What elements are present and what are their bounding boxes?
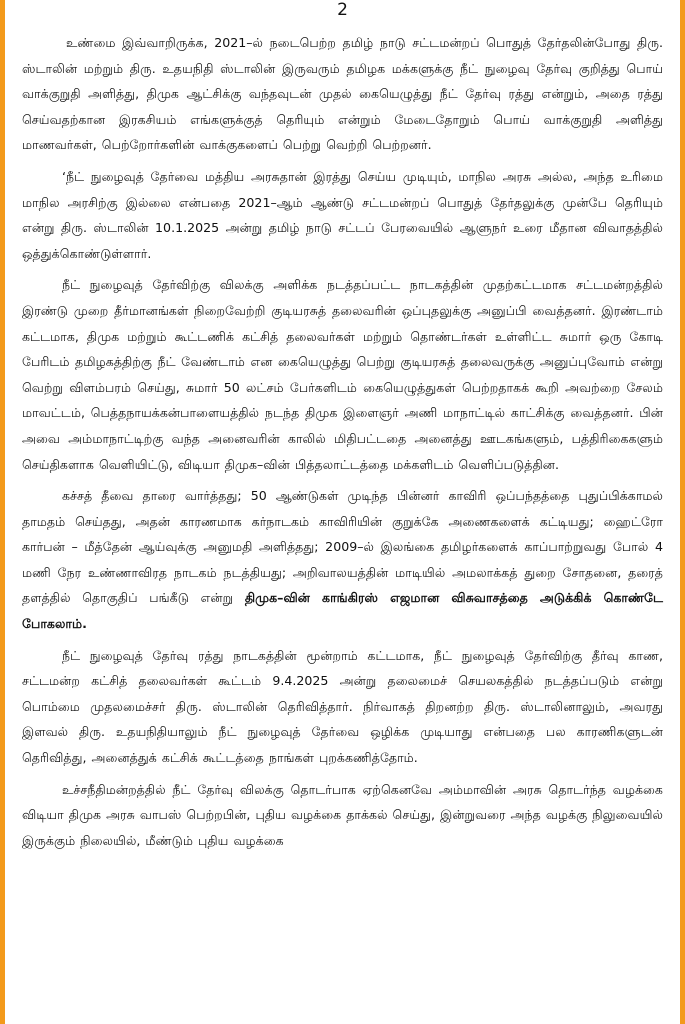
document-page [22, 0, 663, 1024]
paragraph-3: நீட் நுழைவுத் தேர்விற்கு விலக்கு அளிக்க நடத்தப்பட்ட நாடகத்தின் முதற்கட்டமாக சட்டமன்றத்தில் இரண்டு முறை தீர்மானங்கள் நிறைவேற்றி குடியரசுத் தலைவரின் ஒப்புதலுக்கு அனுப்பி வைத்தனர். இரண்டாம் கட்டமாக, திமுக மற்றும் கூட்டணிக் கட்சித் தலைவர்கள் மற்றும் தொண்டர்கள் உள்ளிட்ட சுமார் ஒரு கோடி பேரிடம் தமிழகத்திற்கு நீட் வேண்டாம் என கையெழுத்து பெற்று குடியரசுத் தலைவருக்கு அனுப்புவோம் என்று வெற்று விளம்பரம் செய்து, சுமார் 50 லட்சம் பேர்களிடம் கையெழுத்துகள் பெற்றதாகக் கூறி அவற்றை சேலம் மாவட்டம், பெத்தநாயக்கன்பாளையத்தில் நடந்த திமுக இளைஞர் அணி மாநாட்டில் காட்சிக்கு வைத்தனர். பின் அவை அம்மாநாட்டிற்கு வந்த அனைவரின் காலில் மிதிபட்டதை அனைத்து ஊடகங்களும், பத்திரிகைகளும் செய்திகளாக வெளியிட்டு, விடியா திமுக–வின் பித்தலாட்டத்தை மக்களிடம் வெளிப்படுத்தின. [22, 277, 663, 472]
paragraph-5: நீட் நுழைவுத் தேர்வு ரத்து நாடகத்தின் மூன்றாம் கட்டமாக, நீட் நுழைவுத் தேர்விற்கு தீர்வு காண, சட்டமன்ற கட்சித் தலைவர்கள் கூட்டம் 9.4.2025 அன்று தலைமைச் செயலகத்தில் நடத்தப்படும் என்று பொம்மை முதலமைச்சர் திரு. ஸ்டாலின் தெரிவித்தார். நிர்வாகத் திறனற்ற திரு. ஸ்டாலினாலும், அவரது இளவல் திரு. உதயநிதியாலும் நீட் நுழைவுத் தேர்வை ஒழிக்க முடியாது என்பதை பல காரணிகளுடன் தெரிவித்து, அனைத்துக் கட்சிக் கூட்டத்தை நாங்கள் புறக்கணித்தோம். [22, 647, 663, 766]
paragraph-6: உச்சநீதிமன்றத்தில் நீட் தேர்வு விலக்கு தொடர்பாக ஏற்கெனவே அம்மாவின் அரசு தொடர்ந்த வழக்கை விடியா திமுக அரசு வாபஸ் பெற்றபின், புதிய வழக்கை தாக்கல் செய்து, இன்றுவரை அந்த வழக்கு நிலுவையில் இருக்கும் நிலையில், மீண்டும் புதிய வழக்கை [22, 781, 663, 848]
paragraph-2: ‘நீட் நுழைவுத் தேர்வை மத்திய அரசுதான் இரத்து செய்ய முடியும், மாநில அரசு அல்ல, அந்த உரிமை மாநில அரசிற்கு இல்லை என்பதை 2021–ஆம் ஆண்டு சட்டமன்றப் பொதுத் தேர்தலுக்கு முன்பே தெரியும் என்று திரு. ஸ்டாலின் 10.1.2025 அன்று தமிழ் நாடு சட்டப் பேரவையில் ஆளுநர் உரை மீதான விவாதத்தில் ஒத்துக்கொண்டுள்ளார். [22, 168, 663, 261]
page-number: 2 [337, 0, 348, 20]
paragraph-4-text: கச்சத் தீவை தாரை வார்த்தது; 50 ஆண்டுகள் முடிந்த பின்னர் காவிரி ஒப்பந்தத்தை புதுப்பிக்காமல் தாமதம் செய்தது, அதன் காரணமாக கர்நாடகம் காவிரியின் குறுக்கே அணைகளைக் கட்டியது; ஹைட்ரோ கார்பன் – மீத்தேன் ஆய்வுக்கு அனுமதி அளித்தது; 2009–ல் இலங்கை தமிழர்களைக் காப்பாற்றுவது போல் 4 மணி நேர உண்ணாவிரத நாடகம் நடத்தியது; அறிவாலயத்தின் மாடியில் அமலாக்கத் துறை சோதனை, தரைத் தளத்தில் தொகுதிப் பங்கீடு என்று [22, 488, 663, 606]
left-border [0, 0, 5, 1024]
paragraph-4-emphasis: திமுக–வின் காங்கிரஸ் எஜமான விசுவாசத்தை அடுக்கிக் கொண்டே போகலாம். [22, 590, 663, 632]
paragraph-4 [22, 483, 663, 637]
right-border [680, 0, 685, 1024]
paragraph-1: உண்மை இவ்வாறிருக்க, 2021–ல் நடைபெற்ற தமிழ் நாடு சட்டமன்றப் பொதுத் தேர்தலின்போது திரு. ஸ்டாலின் மற்றும் திரு. உதயநிதி ஸ்டாலின் இருவரும் தமிழக மக்களுக்கு நீட் நுழைவு தேர்வு குறித்து பொய் வாக்குறுதி அளித்து, திமுக ஆட்சிக்கு வந்தவுடன் முதல் கையெழுத்து நீட் தேர்வு ரத்து என்றும், அதை ரத்து செய்வதற்கான இரகசியம் எங்களுக்குத் தெரியும் என்றும் மேடைதோறும் பொய் வாக்குறுதி அளித்து மாணவர்கள், பெற்றோர்களின் வாக்குகளைப் பெற்று வெற்றி பெற்றனர். [22, 35, 663, 153]
